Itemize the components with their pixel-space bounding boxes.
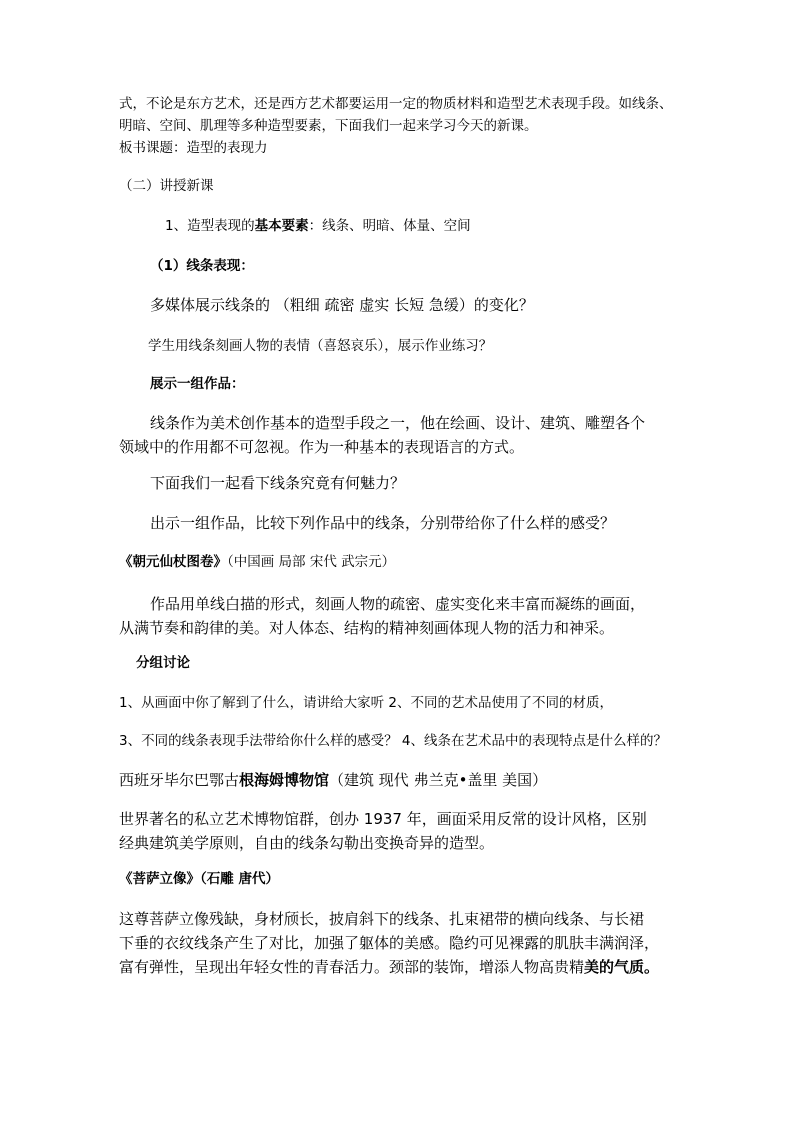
item-1-suffix: ：线条、明暗、体量、空间 [308, 218, 471, 234]
work-2-bold: 根海姆博物馆 [239, 771, 330, 789]
multimedia-line: 多媒体展示线条的 （粗细 疏密 虚实 长短 急缓）的变化？ [150, 296, 534, 314]
show-group-heading: 展示一组作品： [150, 376, 245, 392]
work-1-desc-line-2: 从满节奏和韵律的美。对人体态、结构的精神刻画体现人物的活力和神采。 [119, 619, 615, 637]
item-1 [165, 220, 471, 234]
item-1-bold: 基本要素 [254, 218, 309, 234]
discussion-heading: 分组讨论 [136, 655, 190, 671]
work-1-info: （中国画 局部 宋代 武宗元） [227, 554, 396, 570]
intro-line-2: 明暗、空间、肌理等多种造型要素，下面我们一起来学习今天的新课。 [119, 118, 538, 134]
question-1: 下面我们一起看下线条究竟有何魅力？ [150, 474, 406, 492]
work-3-line-3-text: 富有弹性，呈现出年轻女性的青春活力。颈部的装饰，增添人物高贵精 [119, 958, 585, 976]
intro-line-1: 式，不论是东方艺术，还是西方艺术都要运用一定的物质材料和造型艺术表现手段。如线条、 [119, 96, 673, 112]
work-1-title: 《朝元仙杖图卷》 [119, 554, 227, 570]
work-2-desc-line-2: 经典建筑美学原则，自由的线条勾勒出变换奇异的造型。 [119, 834, 495, 852]
work-3-title: 《菩萨立像》（石雕 唐代） [119, 871, 279, 887]
item-1-prefix: 1、造型表现的 [165, 218, 255, 234]
work-2-prefix: 西班牙毕尔巴鄂古 [119, 771, 240, 789]
work-1-heading [119, 556, 395, 570]
work-2-heading [119, 773, 547, 788]
board-title: 板书课题：造型的表现力 [119, 140, 268, 156]
para1-line-2: 领域中的作用都不可忽视。作为一种基本的表现语言的方式。 [119, 438, 525, 456]
discussion-questions-1: 1、从画面中你了解到了什么，请讲给大家听 2、不同的艺术品使用了不同的材质， [119, 695, 613, 711]
discussion-questions-2: 3、不同的线条表现手法带给你什么样的感受？ 4、线条在艺术品中的表现特点是什么样的？ [119, 733, 667, 749]
sub-heading-lines: （1）线条表现： [150, 258, 254, 274]
work-3-line-2: 下垂的衣纹线条产生了对比，加强了躯体的美感。隐约可见裸露的肌肤丰满润泽， [119, 934, 660, 952]
section-heading: （二）讲授新课 [119, 178, 214, 194]
para1-line-1: 线条作为美术创作基本的造型手段之一，他在绘画、设计、建筑、雕塑各个 [150, 414, 646, 432]
student-line: 学生用线条刻画人物的表情（喜怒哀乐），展示作业练习？ [148, 338, 493, 354]
work-3-line-3 [119, 960, 659, 975]
work-1-desc-line-1: 作品用单线白描的形式，刻画人物的疏密、虚实变化来丰富而凝练的画面， [150, 595, 646, 613]
work-2-info: （建筑 现代 弗兰克•盖里 美国） [329, 771, 548, 789]
work-2-desc-line-1: 世界著名的私立艺术博物馆群，创办 1937 年，画面采用反常的设计风格，区别 [119, 810, 647, 828]
work-3-line-3-bold: 美的气质。 [584, 958, 660, 976]
work-3-line-1: 这尊菩萨立像残缺，身材颀长，披肩斜下的线条、扎束裙带的横向线条、与长裙 [119, 910, 645, 928]
question-2: 出示一组作品，比较下列作品中的线条，分别带给你了什么样的感受？ [150, 514, 616, 532]
